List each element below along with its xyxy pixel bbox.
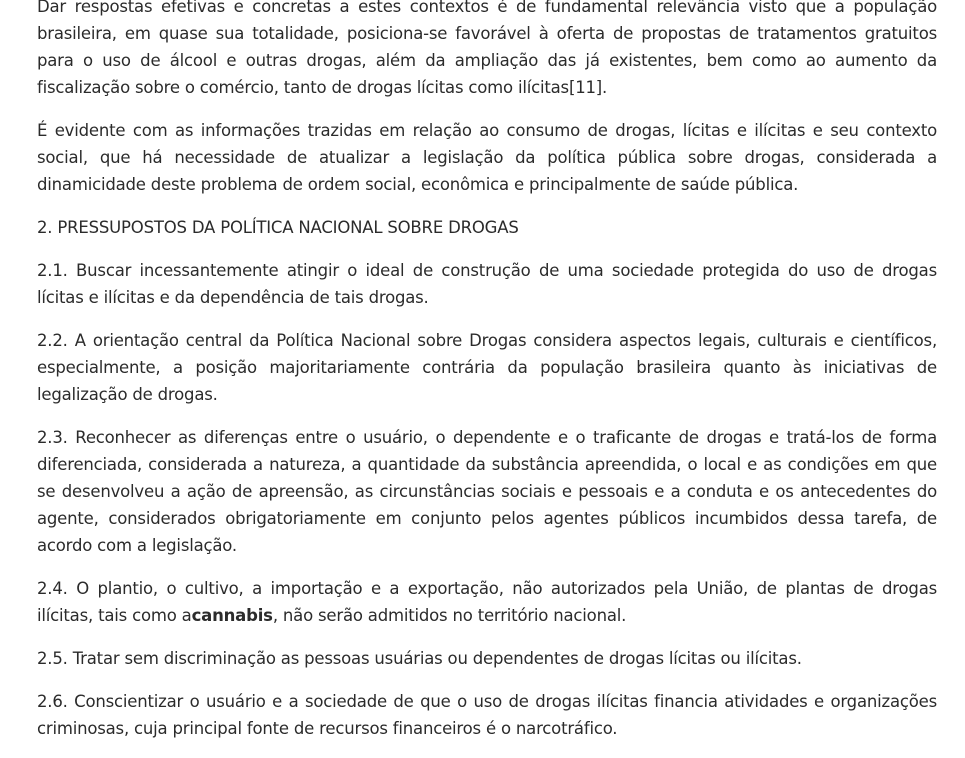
paragraph-population-support: Dar respostas efetivas e concretas a estes contextos é de fundamental relevância visto que a população brasileira, em quase sua totalidade, posiciona-se favorável à oferta de propostas de tratamentos gratuitos para o uso de álcool e outras drogas, além da ampliação das já existentes, bem como ao aumento da fiscalização sobre o comércio, tanto de drogas lícitas como ilícitas[11].	[37, 0, 937, 97]
item-2-1: 2.1. Buscar incessantemente atingir o ideal de construção de uma sociedade protegida do uso de drogas lícitas e ilícitas e da dependência de tais drogas.	[37, 261, 937, 307]
item-2-4-text-before: 2.4. O plantio, o cultivo, a importação e a exportação, não autorizados pela União, de plantas de drogas ilícitas, tais como a	[37, 579, 937, 625]
paragraph-legislation-update: É evidente com as informações trazidas em relação ao consumo de drogas, lícitas e ilícitas e seu contexto social, que há necessidade de atualizar a legislação da política pública sobre drogas, considerada a dinamicidade deste problema de ordem social, econômica e principalmente de saúde pública.	[37, 121, 937, 194]
item-2-4	[37, 575, 937, 629]
item-2-4-text-after: , não serão admitidos no território nacional.	[272, 606, 627, 625]
item-2-3: 2.3. Reconhecer as diferenças entre o usuário, o dependente e o traficante de drogas e tratá-los de forma diferenciada, considerada a natureza, a quantidade da substância apreendida, o local e as condições em que se desenvolveu a ação de apreensão, as circunstâncias sociais e pessoais e a conduta e os antecedentes do agente, considerados obrigatoriamente em conjunto pelos agentes públicos incumbidos dessa tarefa, de acordo com a legislação.	[37, 428, 937, 555]
item-2-6: 2.6. Conscientizar o usuário e a sociedade de que o uso de drogas ilícitas financia atividades e organizações criminosas, cuja principal fonte de recursos financeiros é o narcotráfico.	[37, 692, 937, 738]
item-2-4-emphasis: cannabis	[191, 606, 273, 625]
item-2-5: 2.5. Tratar sem discriminação as pessoas usuárias ou dependentes de drogas lícitas ou ilícitas.	[37, 649, 802, 668]
section-heading: 2. PRESSUPOSTOS DA POLÍTICA NACIONAL SOBRE DROGAS	[37, 218, 519, 237]
document-body	[37, 0, 937, 758]
item-2-2: 2.2. A orientação central da Política Nacional sobre Drogas considera aspectos legais, culturais e científicos, especialmente, a posição majoritariamente contrária da população brasileira quanto às iniciativas de legalização de drogas.	[37, 331, 937, 404]
